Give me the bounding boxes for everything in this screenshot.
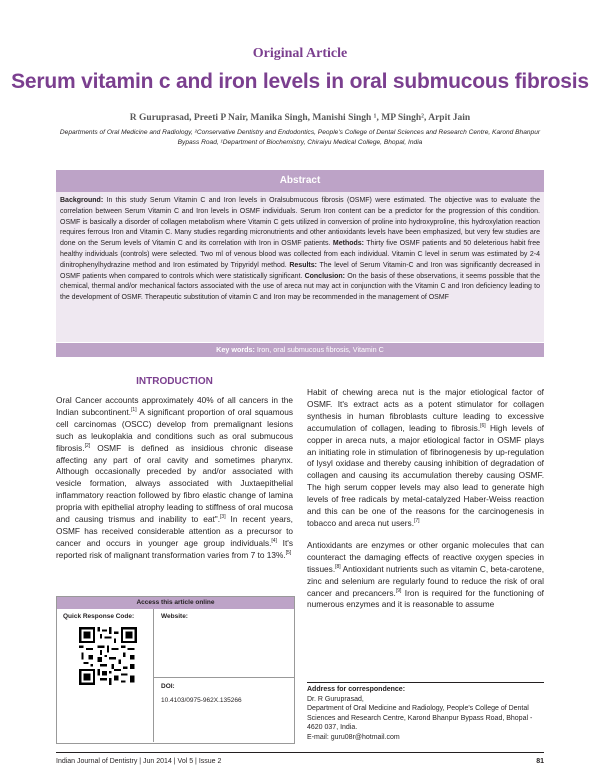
citation[interactable]: [4] (271, 538, 277, 545)
conclusion-label: Conclusion: (304, 272, 346, 280)
citation[interactable]: [7] (414, 518, 420, 525)
intro-text: OSMF is defined as insidious chronic disease affecting any part of oral cavity and sometimes pharynx. Although occasionally preceded by and/or associated with vesicle formation, always associated with Juxtaepithelial inflammatory reaction followed by fibro elastic change of lamina propria with epithelial atrophy leading to stiffness of oral mucosa and causing trismus and inability to eat". (56, 442, 293, 525)
access-heading: Access this article online (57, 597, 294, 609)
journal-footer: Indian Journal of Dentistry | Jun 2014 | Vol 5 | Issue 2 (56, 758, 222, 765)
results-label: Results: (289, 261, 317, 269)
body-text: Habit of chewing areca nut is the major etiological factor of OSMF. It's extract acts as a potent stimulator for collagen synthesis in human fibroblasts culture leading to excessive accumulation of collagen, leading to fibrosis. (307, 387, 544, 433)
results-text: The level of Serum Vitamin-C and Iron was significantly decreased in OSMF patients when compared to controls which were statistically significant. (60, 261, 540, 280)
body-text: Antioxidants are enzymes or other organic molecules that can counteract the damaging effects of reactive oxygen species in tissues. (307, 539, 544, 574)
website-label: Website: (161, 613, 188, 620)
body-text: High levels of copper in areca nuts, a major etiological factor in OSMF plays an initiating role in stimulation of fibrinogenesis by up-regulation of lysyl oxidase and thereby causing inhibition of degradation of collagen and causing its accumulation thereby causing OSMF. The high serum copper levels may also lead to generate high levels of free radicals by metal-catalyzed Haber-Weiss reaction and this can be one of the reasons for the carcinogenesis in tobacco and areca nut users. (307, 422, 544, 528)
right-column (307, 387, 544, 611)
introduction-paragraph (56, 395, 293, 562)
citation[interactable]: [9] (395, 587, 402, 594)
page-number: 81 (536, 758, 544, 765)
left-column (56, 376, 293, 562)
doi-label: DOI: (161, 683, 175, 690)
background-text: In this study Serum Vitamin C and Iron levels in Oralsubmucous fibrosis (OSMF) were estimated. The objective was to evaluate the correlation between Serum Vitamin C and Iron levels in OSMF individuals. Serum Iron content can be a predictor for the progression of this condition. OSMF is basically a disorder of collagen metabolism where Vitamin C gets utilized in conversion of proline into hydroxyproline, this hydroxylation reaction requires ferrous Iron and Vitamin C. Many studies regarding micronutrients and other antioxidants levels have been emphasized, but very few studies are done on the Serum levels of Vitamin C and its correlation with Iron in OSMF patients. (60, 197, 540, 248)
article-title: Serum vitamin c and iron levels in oral submucous fibrosis (11, 70, 589, 93)
keywords-label: Key words: (216, 345, 255, 354)
intro-text: It's reported risk of malignant transformation varies from 7 to 13%. (56, 537, 293, 560)
citation[interactable]: [6] (480, 422, 486, 429)
background-label: Background: (60, 197, 104, 204)
keywords-band (56, 343, 544, 357)
body-paragraph (307, 540, 544, 611)
citation[interactable]: [1] (131, 407, 137, 414)
correspondence-rule (307, 682, 544, 683)
row-divider (154, 677, 294, 678)
citation[interactable]: [8] (335, 563, 341, 570)
abstract-text (60, 196, 540, 304)
correspondence-heading: Address for correspondence: (307, 686, 406, 693)
introduction-heading: INTRODUCTION (136, 376, 213, 387)
body-text: Antioxidant nutrients such as vitamin C, beta-carotene, zinc and selenium are regularly found to reduce the risk of oral cancer and precancers. (307, 563, 544, 598)
abstract-heading: Abstract (56, 170, 544, 192)
intro-text: Oral Cancer accounts approximately 40% of all cancers in the Indian subcontinent. (56, 395, 293, 417)
citation[interactable]: [3] (220, 514, 226, 521)
body-text: Iron is required for the functioning of numerous enzymes and it is reasonable to assume (307, 587, 544, 610)
methods-text: Thirty five OSMF patients and 50 deleterious habit free healthy individuals (controls) were selected. Two ml of venous blood was collected from each individual. Vitamin C level in serum was estimated by 2-4 dinitrophenylhydrazine method and Iron estimated by Tripyridyl method. (60, 240, 540, 269)
article-type: Original Article (252, 46, 348, 61)
keywords-text: Iron, oral submucous fibrosis, Vitamin C (256, 345, 384, 354)
methods-label: Methods: (332, 240, 364, 248)
qr-label: Quick Response Code: (63, 613, 135, 620)
correspondence-block (307, 685, 544, 742)
citation[interactable]: [2] (84, 442, 91, 449)
doi-link[interactable]: 10.4103/0975-962X.135266 (161, 697, 242, 704)
correspondence-address: Department of Oral Medicine and Radiology, People's College of Dental Sciences and Research Centre, Karond Bhanpur Bypass Road, Bhopal - 4620 037, India. (307, 705, 533, 731)
conclusion-text: On the basis of these observations, it seems possible that the chemical, thermal and/or mechanical factors associated with the use of areca nut may act in conjunction with the Vitamin C and Iron deficiency leading to the development of OSMF. Therapeutic substitution of vitamin C and Iron may be recommended in the management of OSMF (60, 272, 541, 302)
column-divider (153, 609, 154, 742)
author-list: R Guruprasad, Preeti P Nair, Manika Singh, Manishi Singh ¹, MP Singh², Arpit Jain (129, 113, 471, 123)
intro-text: A significant proportion of oral squamous cell carcinomas (OSCC) develop from premalignant lesions such as leukoplakia and conditions such as oral submucous fibrosis. (56, 406, 293, 453)
affiliations: Departments of Oral Medicine and Radiology, ²Conservative Dentistry and Endodontics, People's College of Dental Sciences and Research Centre, Karond Bhanpur Bypass Road, ¹Department of Biochemistry, Chiraiyu Medical College, Bhopal, India (59, 129, 541, 146)
footer-rule (56, 752, 544, 753)
access-online-box (56, 596, 295, 744)
qr-code-icon[interactable] (79, 627, 137, 685)
citation[interactable]: [5] (285, 550, 292, 557)
correspondence-email[interactable]: E-mail: guru08r@hotmail.com (307, 733, 400, 741)
body-paragraph (307, 387, 544, 530)
correspondence-name: Dr. R Guruprasad, (307, 695, 364, 703)
intro-text: In recent years, OSMF has received considerable attention as a precursor to cancer and occurs in younger age group individuals. (56, 514, 293, 548)
